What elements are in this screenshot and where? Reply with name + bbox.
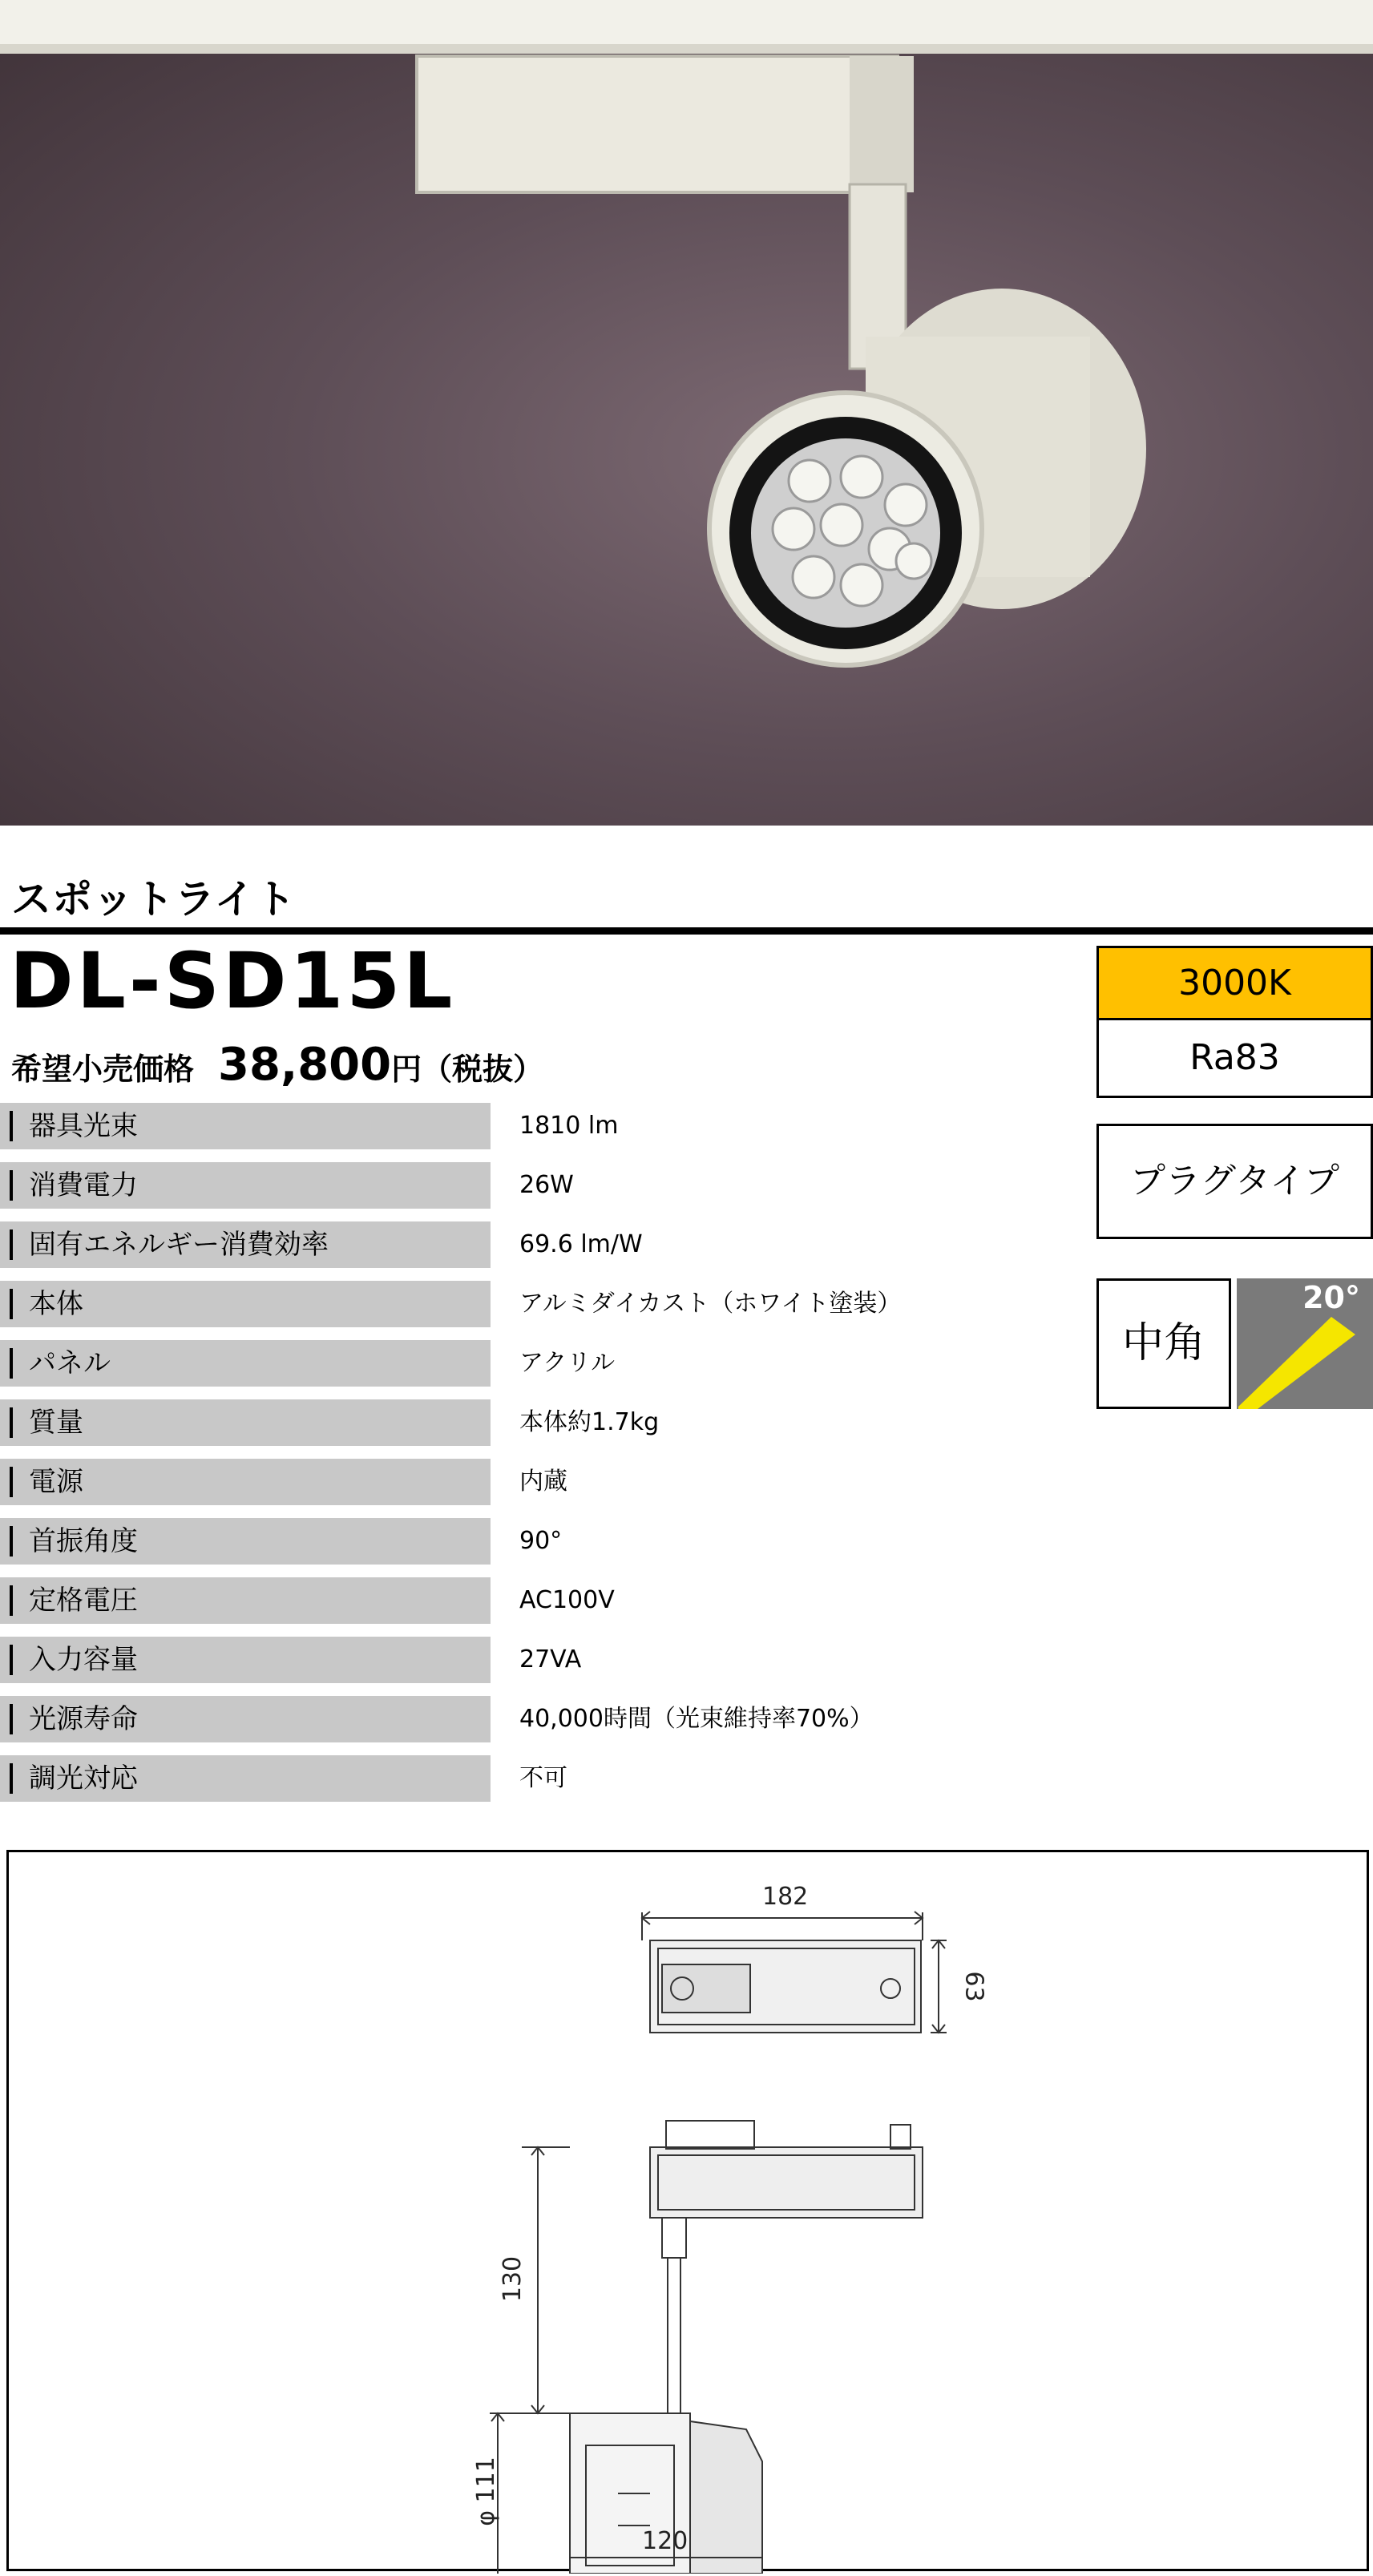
product-photo [0,0,1373,826]
spec-row [0,1755,1373,1802]
spec-row [0,1577,1373,1624]
spec-value: 26W [519,1171,574,1199]
spec-label: 光源寿命 [29,1703,138,1735]
header-divider [0,927,1373,935]
spec-value: 40,000時間（光束維持率70%） [519,1705,874,1733]
spec-row [0,1459,1373,1505]
dim-arm-height: 130 [499,2255,527,2303]
spec-label: パネル [29,1347,111,1379]
spec-value: 内蔵 [519,1468,567,1496]
beam-label-badge: 中角 [1096,1278,1231,1409]
spec-label: 入力容量 [29,1644,138,1676]
spec-value: AC100V [519,1586,615,1614]
spec-value: 不可 [519,1764,567,1792]
spec-label: 定格電圧 [29,1585,138,1617]
beam-angle-icon [1237,1278,1373,1409]
spec-label: 本体 [29,1288,83,1320]
spec-value: 69.6 lm/W [519,1230,643,1258]
dimension-drawing [6,1850,1369,2571]
plug-type-badge: プラグタイプ [1096,1124,1373,1239]
spec-value: 1810 lm [519,1112,619,1140]
dim-top-width: 182 [762,1883,809,1911]
spec-value: アルミダイカスト（ホワイト塗装） [519,1290,902,1318]
spec-row [0,1696,1373,1742]
price-value: 38,800 [218,1039,392,1091]
spec-label: 電源 [29,1466,83,1498]
color-temperature-badge: 3000K [1096,946,1373,1020]
price-suffix: 円（税抜） [391,1052,544,1087]
spec-label: 首振角度 [29,1525,138,1557]
spec-value: 27VA [519,1645,582,1674]
spec-value: 90° [519,1527,563,1555]
dim-top-height: 63 [959,1971,988,2002]
spec-value: アクリル [519,1349,616,1377]
spec-label: 調光対応 [29,1762,138,1795]
spec-label: 質量 [29,1407,83,1439]
spec-row [0,1637,1373,1683]
dim-head-width: 120 [642,2527,689,2555]
price-label: 希望小売価格 [11,1052,195,1087]
spec-label: 器具光束 [29,1110,138,1142]
spec-label: 消費電力 [29,1169,138,1201]
spec-value: 本体約1.7kg [519,1408,660,1436]
spec-row [0,1518,1373,1565]
dim-head-diameter: φ 111 [471,2457,500,2526]
model-number: DL-SD15L [10,936,456,1026]
ra-badge: Ra83 [1096,1018,1373,1098]
spec-label: 固有エネルギー消費効率 [29,1229,329,1261]
product-category: スポットライト [11,876,297,923]
beam-angle-value: 20° [1302,1280,1360,1315]
price-row [11,1039,543,1091]
